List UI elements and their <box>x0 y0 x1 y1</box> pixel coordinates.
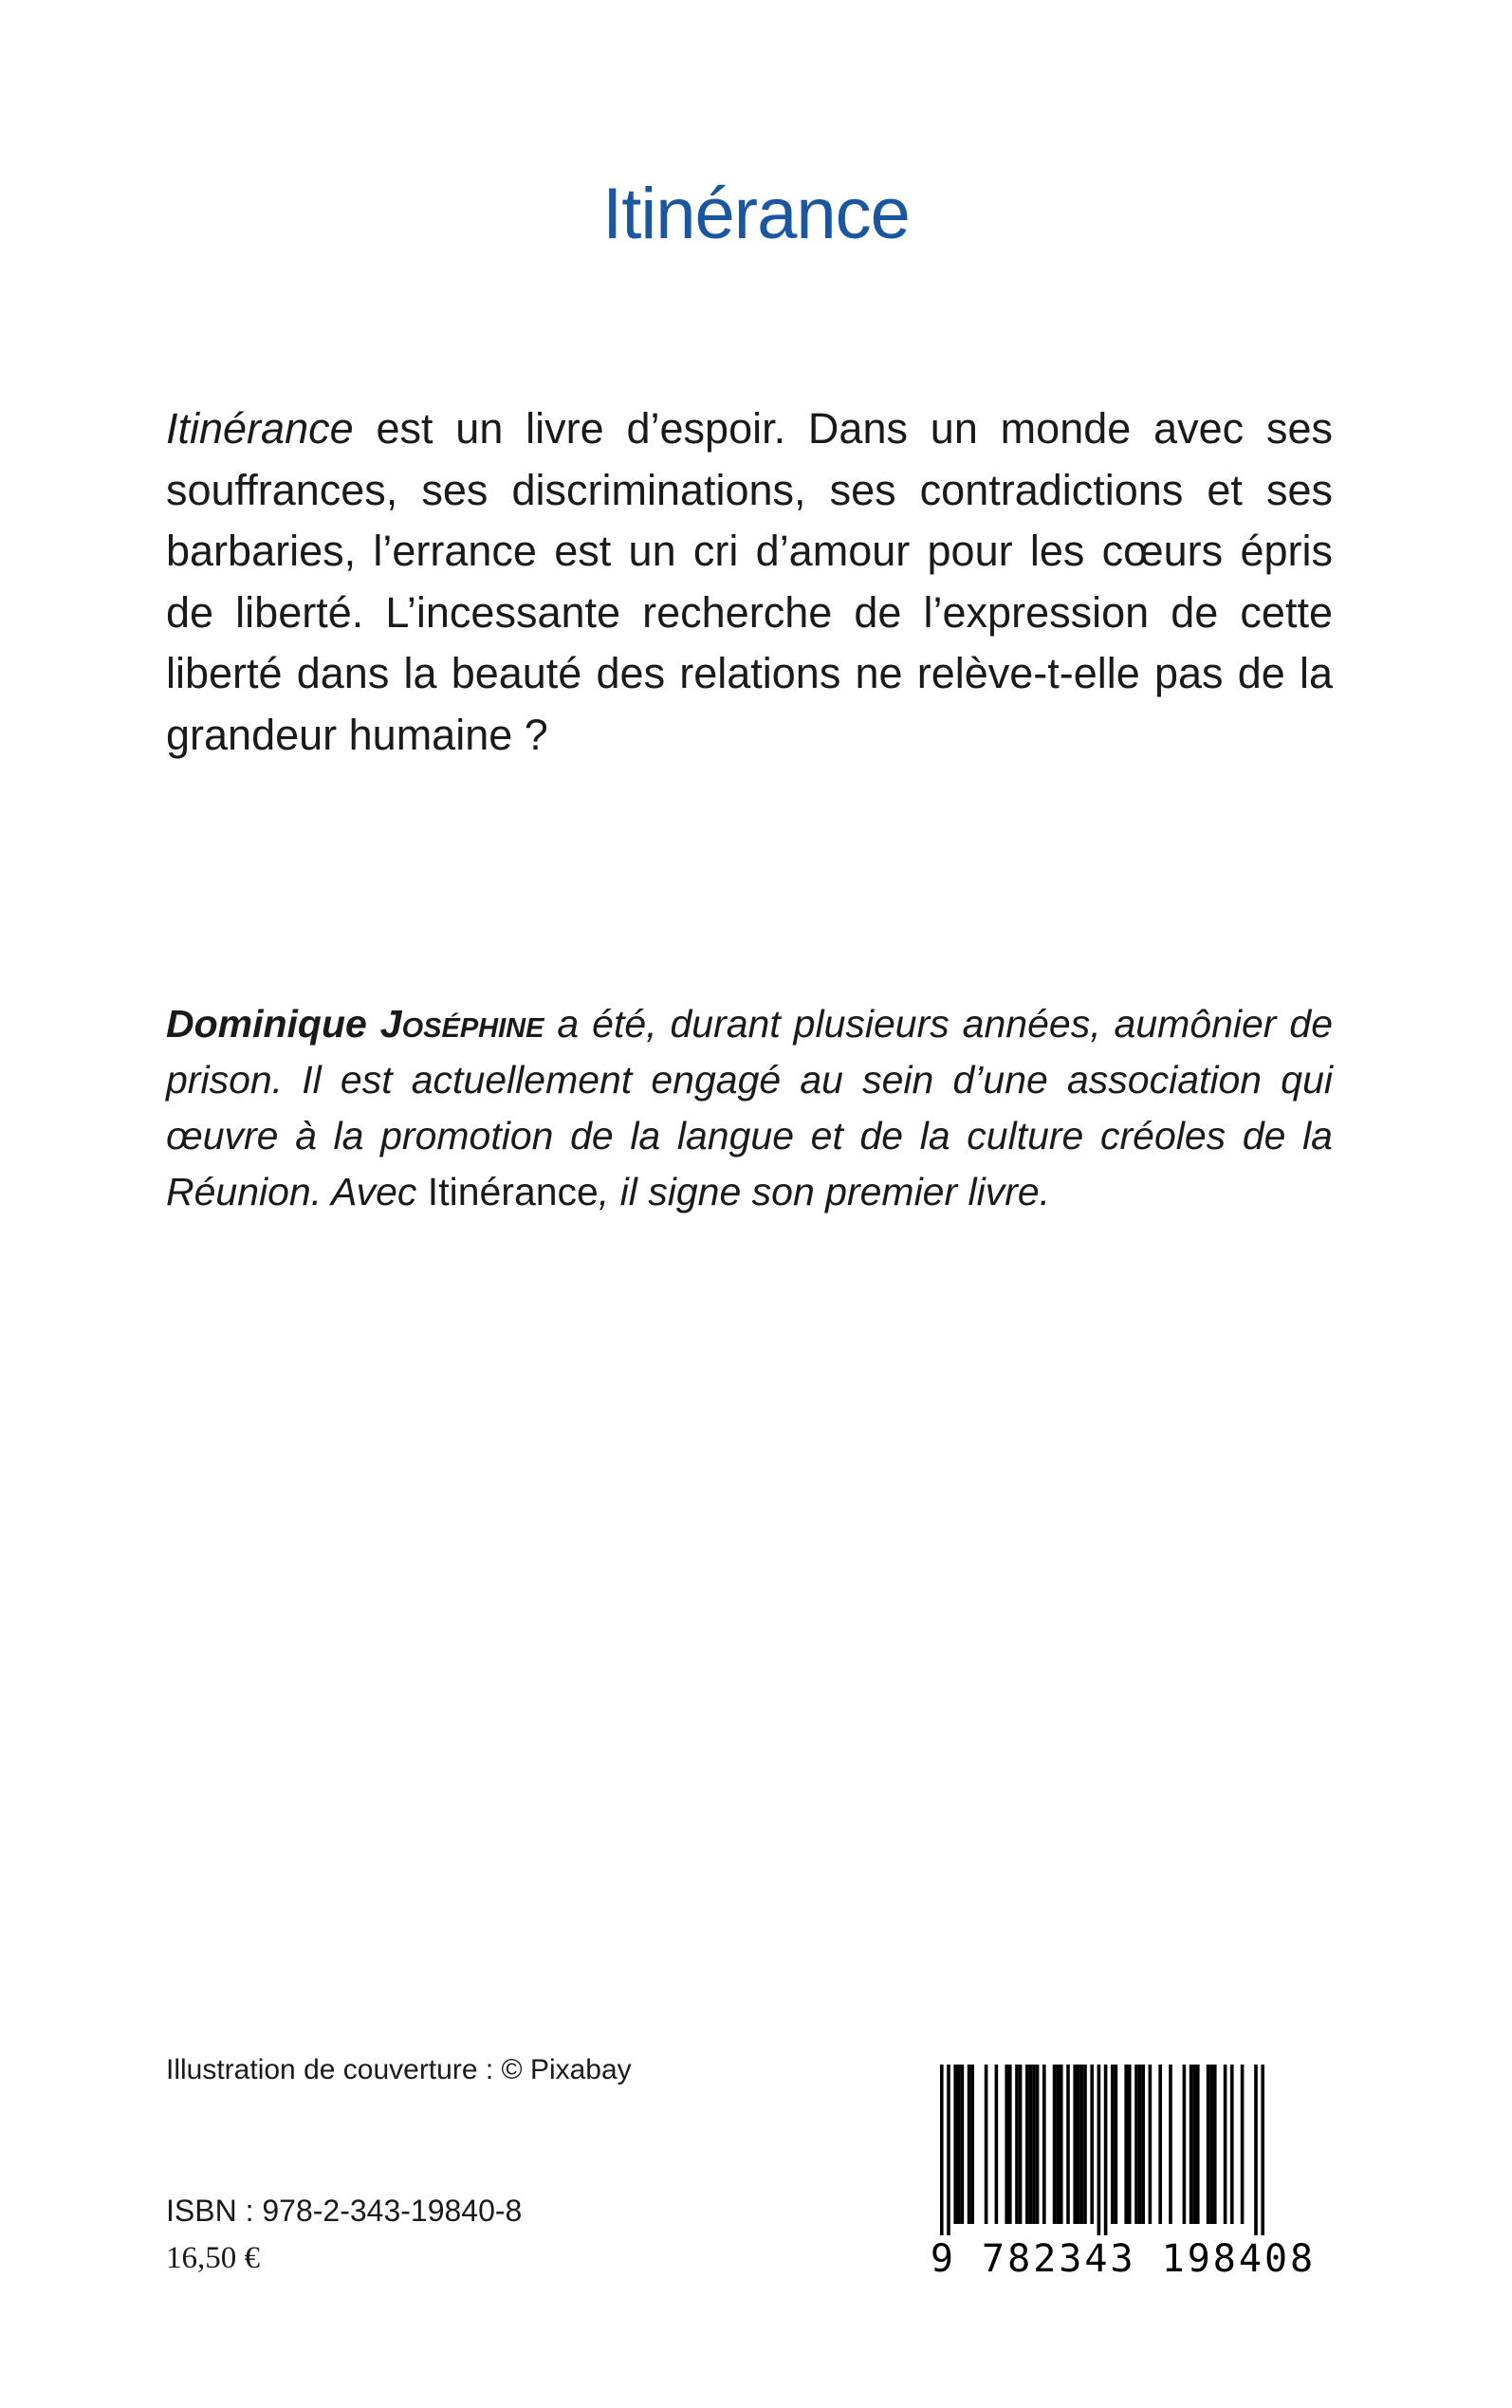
barcode-bar <box>1104 2065 1108 2235</box>
barcode-bar <box>1008 2065 1012 2224</box>
barcode-bar <box>1042 2065 1046 2224</box>
book-title: Itinérance <box>602 174 910 254</box>
barcode-bar <box>1029 2065 1033 2224</box>
barcode-bar <box>1060 2065 1063 2224</box>
barcode-bar <box>1261 2065 1264 2235</box>
bio-text-after: , il signe son premier livre. <box>598 1170 1051 1213</box>
barcode-bar <box>1036 2065 1040 2224</box>
barcode-bar <box>1213 2065 1217 2224</box>
barcode-bar <box>1032 2065 1036 2224</box>
barcode-bar <box>1189 2065 1193 2224</box>
barcode-bar <box>1073 2065 1077 2224</box>
barcode <box>915 2065 1331 2292</box>
isbn: ISBN : 978-2-343-19840-8 <box>166 2194 523 2228</box>
barcode-bar <box>1080 2065 1084 2224</box>
barcode-bar <box>1019 2065 1023 2224</box>
barcode-bar <box>1207 2065 1210 2224</box>
barcode-bar <box>1005 2065 1008 2224</box>
barcode-bar <box>953 2065 957 2224</box>
barcode-bar <box>1254 2065 1258 2235</box>
barcode-digits: 9 782343 198408 <box>930 2237 1317 2281</box>
barcode-bar <box>1128 2065 1132 2224</box>
barcode-bar <box>1209 2065 1213 2224</box>
barcode-bar <box>970 2065 974 2224</box>
barcode-bar <box>1115 2065 1118 2224</box>
barcode-bar <box>1134 2065 1138 2224</box>
barcode-bar <box>1196 2065 1200 2224</box>
barcode-bar <box>1141 2065 1145 2224</box>
barcode-bar <box>985 2065 988 2224</box>
book-blurb <box>166 398 1333 766</box>
barcode-bar <box>957 2065 961 2224</box>
barcode-bar <box>961 2065 965 2224</box>
barcode-bar <box>1192 2065 1196 2224</box>
barcode-bars <box>915 2065 1331 2235</box>
barcode-bar <box>947 2065 950 2235</box>
barcode-bar <box>1066 2065 1070 2224</box>
blurb-title-italic: Itinérance <box>166 404 354 453</box>
barcode-bar <box>1097 2065 1101 2235</box>
author-last-name: Joséphine <box>379 1002 544 1046</box>
barcode-bar <box>1158 2065 1162 2224</box>
barcode-bar <box>1083 2065 1087 2224</box>
barcode-bar <box>995 2065 999 2224</box>
price: 16,50 € <box>166 2241 260 2275</box>
barcode-bar <box>1241 2065 1245 2224</box>
bio-text-before: a été, durant plusieurs années, aumônier de prison. Il est actuellement engagé au sein d’une association qui œuvre à la promotion de la langue et de la culture créoles de la Réunion. Avec <box>166 1002 1333 1213</box>
barcode-bar <box>1183 2065 1187 2224</box>
barcode-bar <box>968 2065 971 2224</box>
barcode-bar <box>1077 2065 1080 2224</box>
bio-book-title: Itinérance <box>427 1170 599 1213</box>
barcode-bar <box>1230 2065 1234 2224</box>
author-bio <box>166 996 1333 1220</box>
barcode-bar <box>1025 2065 1029 2224</box>
barcode-bar <box>940 2065 944 2235</box>
barcode-bar <box>1124 2065 1128 2224</box>
author-first-name: Dominique <box>166 1002 367 1046</box>
barcode-bar <box>1111 2065 1115 2224</box>
author-name <box>166 1002 544 1046</box>
barcode-bar <box>1149 2065 1152 2224</box>
barcode-bar <box>1015 2065 1019 2224</box>
cover-credit: Illustration de couverture : © Pixabay <box>166 2054 632 2085</box>
barcode-bar <box>1169 2065 1172 2224</box>
barcode-bar <box>1224 2065 1227 2224</box>
barcode-bar <box>1056 2065 1060 2224</box>
barcode-bar <box>1053 2065 1057 2224</box>
barcode-bar <box>1138 2065 1142 2224</box>
blurb-text: est un livre d’espoir. Dans un monde avec ses souffrances, ses discriminations, ses contradictions et ses barbaries, l’errance est un cri d’amour pour les cœurs épris de liberté. L’incessante recherche de l’expression de cette liberté dans la beauté des relations ne relève-t-elle pas de la grandeur humaine ? <box>166 404 1333 759</box>
barcode-bar <box>1090 2065 1094 2224</box>
